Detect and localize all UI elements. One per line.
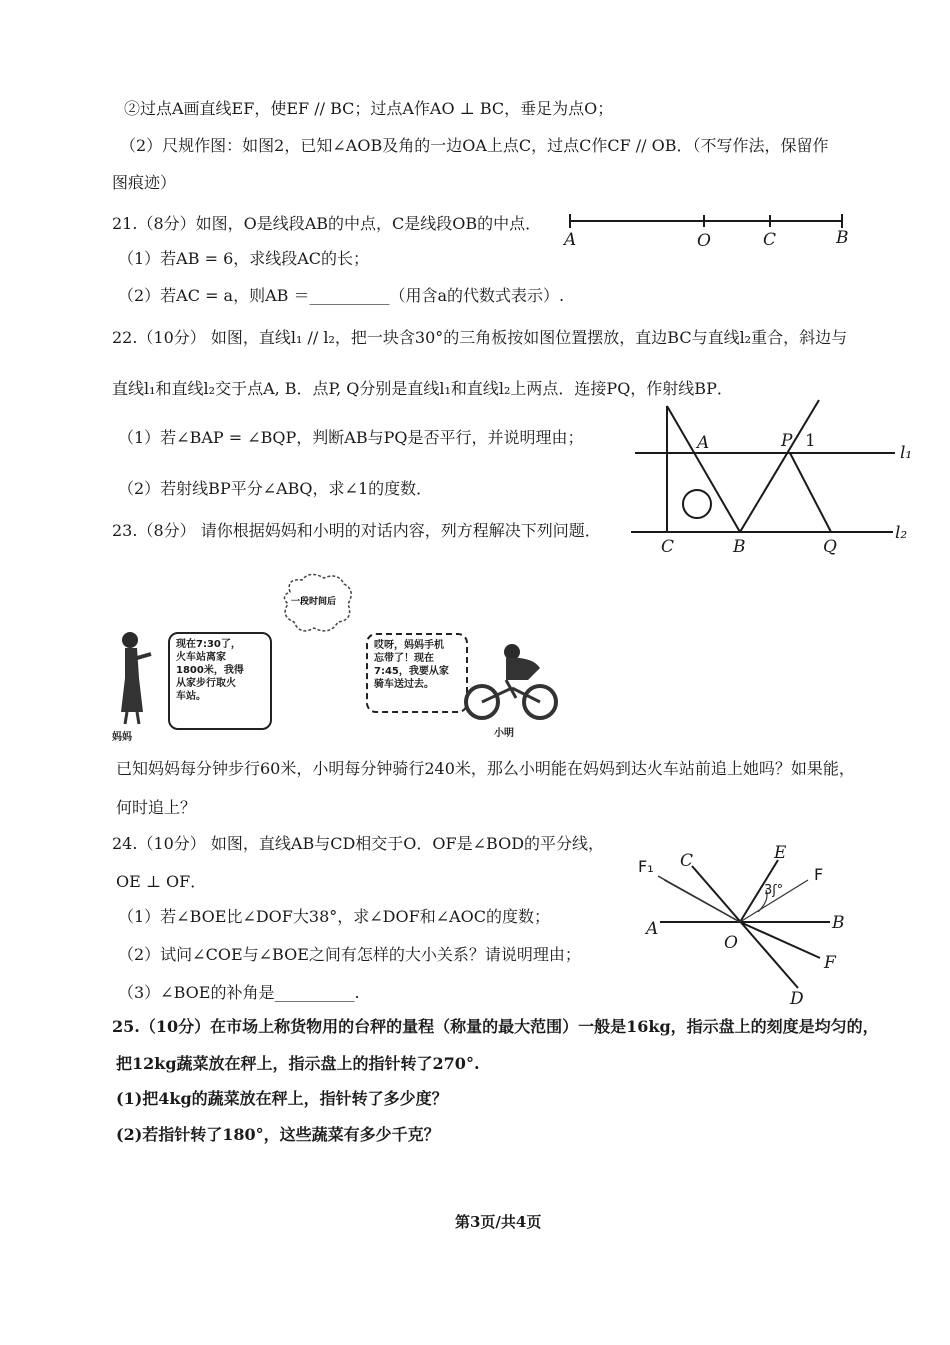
ming-speech-bubble: 哎呀，妈妈手机 忘带了！现在 7:45，我要从家 骑车送过去。: [366, 633, 468, 713]
point-b-label: B: [832, 913, 845, 933]
point-b-label: B: [836, 228, 849, 248]
page-footer: 第3页/共4页: [455, 1213, 542, 1231]
angle-annotation: 3ʃ°: [764, 883, 784, 898]
q24-intersecting-lines-figure: [630, 840, 890, 1010]
point-c-label: C: [661, 537, 675, 557]
bicycle-rider-figure: [462, 640, 562, 722]
point-o-label: O: [724, 933, 738, 953]
q21-part1: （1）若AB = 6，求线段AC的长；: [118, 249, 370, 268]
q25-part1: (1)把4kg的蔬菜放在秤上，指针转了多少度？: [116, 1089, 448, 1108]
time-passes-cloud: [278, 570, 358, 642]
point-a-label: A: [697, 433, 710, 453]
point-q-label: Q: [823, 537, 837, 557]
construction-part-2-cont: 图痕迹）: [112, 173, 177, 192]
construction-part-2: （2）尺规作图：如图2，已知∠AOB及角的一边OA上点C，过点C作CF // OB．（不写作法，保留作: [120, 136, 829, 155]
q23-text-2: 何时追上？: [116, 798, 197, 817]
q23-text-1: 已知妈妈每分钟步行60米，小明每分钟骑行240米，那么小明能在妈妈到达火车站前追上她吗？如果能，: [116, 759, 855, 778]
q22-part2: （2）若射线BP平分∠ABQ，求∠1的度数．: [118, 479, 433, 498]
q25-stem-1: 25.（10分）在市场上称货物用的台秤的量程（称量的最大范围）一般是16kg，指示盘上的刻度是均匀的，: [112, 1017, 879, 1036]
mom-figure: [105, 628, 165, 728]
angle-1-label: 1: [805, 431, 816, 451]
construction-step-2: ②过点A画直线EF，使EF // BC；过点A作AO ⊥ BC，垂足为点O；: [124, 99, 614, 118]
ming-caption: 小明: [494, 728, 514, 739]
line-l2-label: l₂: [895, 523, 908, 543]
point-d-label: D: [790, 989, 804, 1009]
q24-stem-1: 24.（10分） 如图，直线AB与CD相交于O．OF是∠BOD的平分线，: [112, 834, 605, 853]
point-f-prime-label: F: [814, 865, 824, 884]
q24-part2: （2）试问∠COE与∠BOE之间有怎样的大小关系？请说明理由；: [118, 945, 581, 964]
point-a-label: A: [646, 919, 659, 939]
q25-part2: (2)若指针转了180°，这些蔬菜有多少千克？: [116, 1125, 440, 1144]
q22-stem-2: 直线l₁和直线l₂交于点A, B．点P, Q分别是直线l₁和直线l₂上两点．连接PQ，作射线BP．: [112, 379, 733, 398]
point-e-label: E: [774, 843, 787, 863]
mom-speech-bubble: 现在7:30了， 火车站离家 1800米，我得 从家步行取火 车站。: [168, 632, 272, 730]
point-c-label: C: [763, 230, 777, 250]
q24-part1: （1）若∠BOE比∠DOF大38°，求∠DOF和∠AOC的度数；: [118, 907, 551, 926]
point-c-label: C: [680, 851, 694, 871]
q22-part1: （1）若∠BAP = ∠BQP，判断AB与PQ是否平行，并说明理由；: [118, 428, 584, 447]
q24-part3: （3）∠BOE的补角是__________.: [118, 983, 360, 1002]
q25-stem-2: 把12kg蔬菜放在秤上，指示盘上的指针转了270°.: [116, 1054, 480, 1073]
cloud-text: 一段时间后: [291, 597, 337, 607]
point-o-label: O: [697, 231, 711, 251]
line-l1-label: l₁: [900, 443, 913, 463]
point-p-label: P: [781, 431, 793, 451]
q21-stem: 21.（8分）如图，O是线段AB的中点，C是线段OB的中点．: [112, 214, 542, 233]
point-f-label: F: [824, 953, 836, 973]
point-b-label: B: [733, 537, 746, 557]
q22-parallel-lines-figure: [625, 398, 925, 558]
q22-stem-1: 22.（10分） 如图，直线l₁ // l₂，把一块含30°的三角板按如图位置摆放，直边BC与直线l₂重合，斜边与: [112, 328, 848, 347]
q21-part2: （2）若AC = a，则AB ＝__________（用含a的代数式表示）.: [118, 286, 565, 305]
point-a-label: A: [564, 230, 577, 250]
mom-caption: 妈妈: [112, 732, 132, 743]
q21-segment-figure: [560, 208, 860, 253]
point-f1-label: F₁: [638, 857, 654, 876]
q24-stem-2: OE ⊥ OF．: [116, 872, 207, 891]
q23-stem: 23.（8分） 请你根据妈妈和小明的对话内容，列方程解决下列问题．: [112, 521, 601, 540]
